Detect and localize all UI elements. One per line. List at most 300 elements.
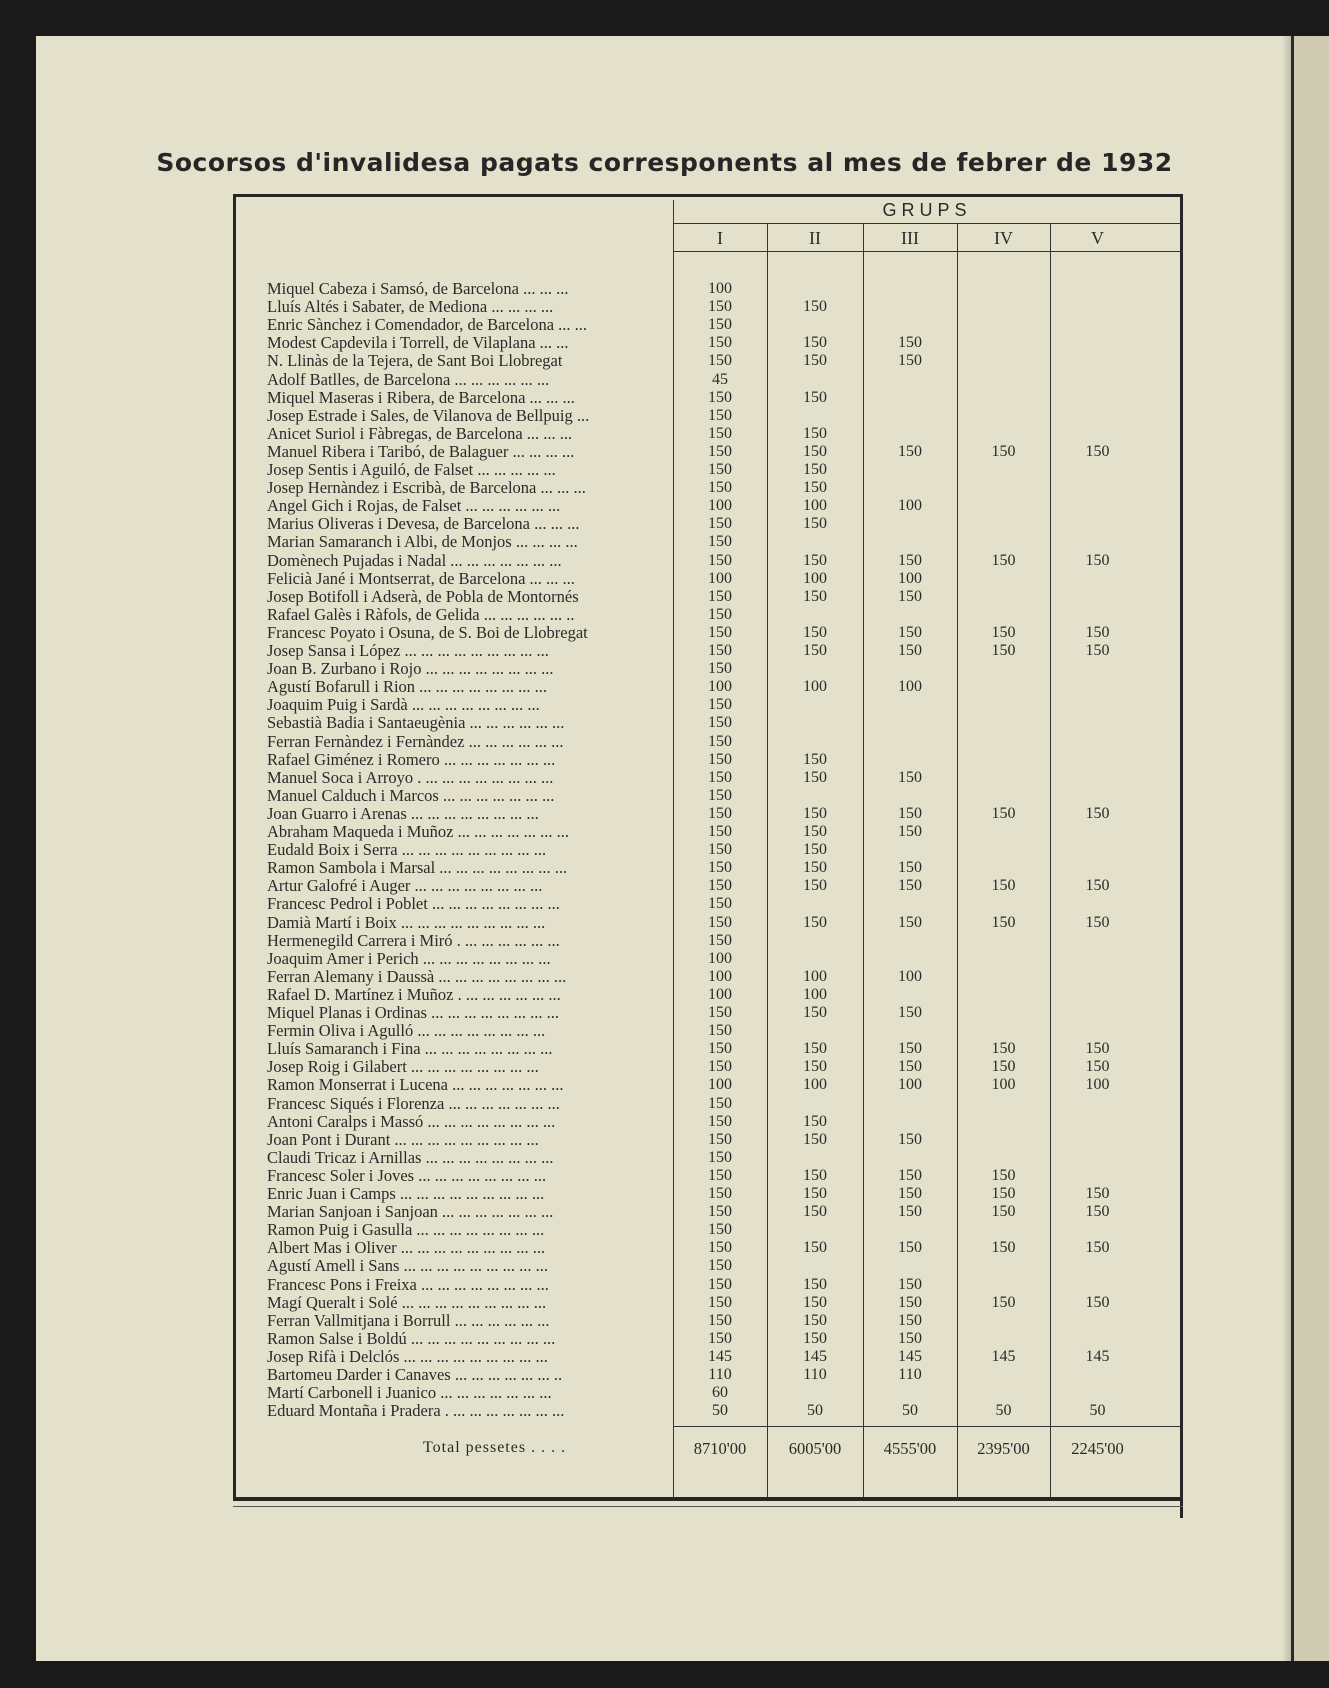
amount-cell: 45 — [712, 370, 728, 388]
amount-cell: 145 — [991, 1347, 1016, 1365]
person-name: Francesc Pons i Freixa ... ... ... ... ... ... ... ... — [267, 1275, 549, 1294]
amount-cell: 150 — [898, 804, 922, 822]
table-row — [233, 461, 1181, 479]
amount-cell: 150 — [708, 1130, 732, 1148]
table-row — [233, 678, 1181, 696]
person-name: Anicet Suriol i Fàbregas, de Barcelona ... ... ... — [267, 424, 573, 443]
amount-cell: 150 — [708, 750, 732, 768]
table-row — [233, 1366, 1181, 1384]
amount-cell: 100 — [803, 985, 827, 1003]
amount-cell: 100 — [708, 678, 732, 696]
amount-cell: 150 — [708, 1094, 732, 1112]
table-row — [233, 1257, 1181, 1275]
person-name: Eduard Montaña i Pradera . ... ... ... ... ... ... ... — [267, 1402, 565, 1421]
person-name: Joan Guarro i Arenas ... ... ... ... ... ... ... ... — [267, 804, 539, 823]
table-row — [233, 1076, 1181, 1094]
person-name: Damià Martí i Boix ... ... ... ... ... ... ... ... ... — [267, 913, 546, 932]
table-row — [233, 1131, 1181, 1149]
table-row — [233, 588, 1181, 606]
table-row — [233, 696, 1181, 714]
amount-cell: 150 — [708, 895, 732, 913]
person-name: Josep Roig i Gilabert ... ... ... ... ... ... ... ... — [267, 1058, 539, 1077]
amount-cell: 100 — [803, 569, 827, 587]
person-name: Sebastià Badia i Santaeugènia ... ... ... ... ... ... — [267, 714, 565, 733]
amount-cell: 150 — [803, 352, 827, 370]
amount-cell: 100 — [803, 1076, 827, 1094]
person-name: Josep Botifoll i Adserà, de Pobla de Montornés — [267, 587, 579, 606]
amount-cell: 150 — [803, 768, 827, 786]
amount-cell: 150 — [991, 1040, 1016, 1058]
amount-cell: 150 — [898, 623, 922, 641]
amount-cell: 150 — [898, 587, 922, 605]
amount-cell: 150 — [708, 804, 732, 822]
amount-cell: 150 — [803, 1185, 827, 1202]
amount-cell: 150 — [898, 1040, 922, 1058]
person-name: Lluís Samaranch i Fina ... ... ... ... ... ... ... ... — [267, 1040, 553, 1059]
amount-cell: 60 — [712, 1384, 728, 1402]
amount-cell: 150 — [803, 587, 827, 605]
person-name: Domènech Pujadas i Nadal ... ... ... ... ... ... ... — [267, 551, 562, 570]
table-row — [233, 606, 1181, 624]
amount-cell: 150 — [803, 515, 827, 533]
person-name: Marian Sanjoan i Sanjoan ... ... ... ... ... ... ... — [267, 1203, 554, 1222]
amount-cell: 150 — [708, 732, 732, 750]
person-name: Manuel Ribera i Taribó, de Balaguer ... ... ... ... — [267, 442, 575, 461]
amount-cell: 150 — [991, 804, 1016, 822]
amount-cell: 100 — [898, 678, 922, 696]
amount-cell: 150 — [803, 623, 827, 641]
amount-cell: 150 — [898, 823, 922, 840]
table-row — [233, 1239, 1181, 1257]
amount-cell: 150 — [803, 1203, 827, 1221]
amount-cell: 50 — [712, 1402, 728, 1420]
amount-cell: 150 — [708, 1040, 732, 1058]
column-header: V — [1091, 228, 1104, 248]
amount-cell: 150 — [1085, 442, 1110, 460]
amount-cell: 100 — [898, 967, 922, 985]
amount-cell: 150 — [708, 642, 732, 659]
person-name: Albert Mas i Oliver ... ... ... ... ... ... ... ... ... — [267, 1239, 546, 1258]
person-name: Ferran Fernàndez i Fernàndez ... ... ... ... ... ... — [267, 732, 564, 751]
table-row — [233, 787, 1181, 805]
amount-cell: 150 — [803, 1311, 827, 1329]
amount-cell: 150 — [708, 298, 732, 316]
amount-cell: 150 — [708, 1257, 732, 1275]
amount-cell: 100 — [898, 497, 922, 515]
person-name: Joaquim Amer i Perich ... ... ... ... ... ... ... ... — [267, 949, 551, 968]
amount-cell: 150 — [1085, 623, 1110, 641]
amount-cell: 150 — [708, 334, 732, 352]
amount-cell: 150 — [991, 642, 1016, 659]
amount-cell: 150 — [991, 551, 1016, 569]
table-row — [233, 805, 1181, 823]
total-value: 2245'00 — [1071, 1439, 1124, 1458]
person-name: Felicià Jané i Montserrat, de Barcelona ... ... ... — [267, 569, 575, 588]
amount-cell: 150 — [708, 479, 732, 497]
person-name: Modest Capdevila i Torrell, de Vilaplana ... ... — [267, 334, 569, 353]
amount-cell: 150 — [708, 696, 732, 714]
amount-cell: 150 — [803, 388, 827, 406]
amount-cell: 150 — [708, 913, 732, 931]
column-header: II — [809, 228, 821, 248]
table-row — [233, 1330, 1181, 1348]
amount-cell: 150 — [708, 1329, 732, 1347]
amount-cell: 150 — [1085, 1293, 1110, 1311]
table-row — [233, 1167, 1181, 1185]
amount-cell: 100 — [708, 1076, 732, 1094]
amount-cell: 150 — [708, 406, 732, 424]
person-name: Antoni Caralps i Massó ... ... ... ... ... ... ... ... — [267, 1112, 556, 1131]
table-row — [233, 950, 1181, 968]
person-name: Marian Samaranch i Albi, de Monjos ... ... ... ... — [267, 533, 578, 552]
amount-cell: 150 — [898, 1275, 922, 1293]
person-name: Josep Hernàndez i Escribà, de Barcelona ... ... ... — [267, 479, 586, 498]
amount-cell: 150 — [708, 660, 732, 678]
amount-cell: 150 — [991, 1166, 1016, 1184]
amount-cell: 150 — [898, 1293, 922, 1311]
person-name: Manuel Calduch i Marcos ... ... ... ... ... ... ... — [267, 786, 555, 805]
amount-cell: 150 — [1085, 1040, 1110, 1058]
table-row — [233, 841, 1181, 859]
table-row — [233, 1276, 1181, 1294]
person-name: Josep Sansa i López ... ... ... ... ... ... ... ... ... — [267, 642, 549, 660]
amount-cell: 150 — [1085, 1185, 1110, 1202]
amount-cell: 150 — [1085, 913, 1110, 931]
amount-cell: 150 — [708, 1004, 732, 1021]
amount-cell: 150 — [991, 1239, 1016, 1257]
amount-cell: 150 — [898, 442, 922, 460]
next-page-edge — [1291, 36, 1329, 1661]
amount-cell: 150 — [898, 1004, 922, 1021]
table-row — [233, 733, 1181, 751]
table-row — [233, 877, 1181, 895]
amount-cell: 150 — [708, 515, 732, 533]
table-row — [233, 443, 1181, 461]
total-rule — [673, 1426, 1181, 1427]
total-value: 8710'00 — [693, 1439, 747, 1458]
amount-cell: 150 — [898, 334, 922, 352]
column-header: IV — [994, 228, 1013, 248]
table-row — [233, 823, 1181, 841]
table-row — [233, 1221, 1181, 1239]
table-row — [233, 968, 1181, 986]
amount-cell: 150 — [803, 859, 827, 877]
amount-cell: 110 — [803, 1366, 827, 1383]
amount-cell: 150 — [803, 1130, 827, 1148]
amount-cell: 150 — [803, 424, 827, 442]
amount-cell: 150 — [803, 298, 827, 316]
amount-cell: 150 — [708, 859, 732, 877]
amount-cell: 150 — [991, 1058, 1016, 1076]
amount-cell: 100 — [803, 967, 827, 985]
person-name: Josep Sentis i Aguiló, de Falset ... ... ... ... ... — [267, 461, 556, 479]
amount-cell: 150 — [1085, 1239, 1110, 1257]
amount-cell: 145 — [803, 1347, 827, 1365]
amount-cell: 110 — [708, 1366, 732, 1383]
amount-cell: 100 — [708, 985, 732, 1003]
person-name: Martí Carbonell i Juanico ... ... ... ... ... ... ... — [267, 1384, 552, 1403]
amount-cell: 50 — [995, 1402, 1012, 1420]
person-name: Ramon Puig i Gasulla ... ... ... ... ... ... ... ... — [267, 1221, 545, 1240]
amount-cell: 150 — [991, 442, 1016, 460]
table-row — [233, 1384, 1181, 1402]
amount-cell: 150 — [803, 1329, 827, 1347]
amount-cell: 150 — [803, 750, 827, 768]
amount-cell: 150 — [708, 1166, 732, 1184]
amount-cell: 100 — [708, 569, 732, 587]
person-name: N. Llinàs de la Tejera, de Sant Boi Llobregat — [267, 352, 563, 371]
person-name: Agustí Bofarull i Rion ... ... ... ... ... ... ... ... — [267, 678, 548, 697]
amount-cell: 150 — [1085, 877, 1110, 895]
table-row — [233, 895, 1181, 913]
table-top-rule — [233, 194, 1183, 197]
amount-cell: 150 — [1085, 551, 1110, 569]
amount-cell: 150 — [898, 913, 922, 931]
table-row — [233, 986, 1181, 1004]
amount-cell: 150 — [708, 316, 732, 334]
amount-cell: 150 — [708, 551, 732, 569]
amount-cell: 100 — [708, 967, 732, 985]
table-row — [233, 316, 1181, 334]
amount-cell: 150 — [708, 786, 732, 804]
person-name: Ramon Salse i Boldú ... ... ... ... ... ... ... ... ... — [267, 1329, 556, 1348]
amount-cell: 145 — [708, 1347, 732, 1365]
person-name: Joan B. Zurbano i Rojo ... ... ... ... ... ... ... ... — [267, 660, 554, 679]
amount-cell: 150 — [803, 479, 827, 497]
amount-cell: 150 — [803, 841, 827, 859]
amount-cell: 150 — [708, 605, 732, 623]
amount-cell: 150 — [803, 442, 827, 460]
amount-cell: 150 — [803, 913, 827, 931]
amount-cell: 150 — [803, 1040, 827, 1058]
amount-cell: 150 — [1085, 1058, 1110, 1076]
amount-cell: 150 — [708, 1112, 732, 1130]
amount-cell: 100 — [708, 497, 732, 515]
person-name: Rafael D. Martínez i Muñoz . ... ... ... ... ... ... — [267, 985, 561, 1004]
amount-cell: 150 — [991, 1293, 1016, 1311]
table-row — [233, 1058, 1181, 1076]
amount-cell: 150 — [708, 1221, 732, 1239]
person-name: Artur Galofré i Auger ... ... ... ... ... ... ... ... — [267, 877, 543, 896]
amount-cell: 100 — [1085, 1076, 1110, 1094]
payments-table — [233, 194, 1183, 1504]
person-name: Eudald Boix i Serra ... ... ... ... ... ... ... ... ... — [267, 841, 547, 860]
amount-cell: 150 — [898, 1203, 922, 1221]
person-name: Agustí Amell i Sans ... ... ... ... ... ... ... ... ... — [267, 1257, 548, 1276]
amount-cell: 150 — [898, 768, 922, 786]
table-row — [233, 1348, 1181, 1366]
person-name: Francesc Pedrol i Poblet ... ... ... ... ... ... ... ... — [267, 895, 560, 914]
table-row — [233, 1004, 1181, 1022]
amount-cell: 150 — [803, 804, 827, 822]
table-row — [233, 533, 1181, 551]
amount-cell: 150 — [708, 623, 732, 641]
amount-cell: 150 — [898, 642, 922, 659]
person-name: Josep Estrade i Sales, de Vilanova de Bellpuig ... — [267, 406, 590, 425]
person-name: Francesc Poyato i Osuna, de S. Boi de Llobregat — [267, 623, 588, 642]
amount-cell: 150 — [898, 1058, 922, 1076]
person-name: Joan Pont i Durant ... ... ... ... ... ... ... ... ... — [267, 1130, 539, 1149]
table-row — [233, 497, 1181, 515]
column-header: III — [901, 228, 919, 248]
amount-cell: 150 — [898, 1329, 922, 1347]
table-row — [233, 371, 1181, 389]
table-row — [233, 642, 1181, 660]
amount-cell: 150 — [898, 877, 922, 895]
table-row — [233, 1294, 1181, 1312]
person-name: Abraham Maqueda i Muñoz ... ... ... ... ... ... ... — [267, 823, 569, 841]
amount-cell: 150 — [1085, 804, 1110, 822]
amount-cell: 150 — [898, 859, 922, 877]
amount-cell: 150 — [991, 913, 1016, 931]
amount-cell: 145 — [1085, 1347, 1110, 1365]
amount-cell: 110 — [898, 1366, 922, 1383]
person-name: Ramon Monserrat i Lucena ... ... ... ... ... ... ... — [267, 1076, 564, 1095]
person-name: Francesc Soler i Joves ... ... ... ... ... ... ... ... — [267, 1166, 547, 1185]
amount-cell: 150 — [898, 551, 922, 569]
table-row — [233, 515, 1181, 533]
amount-cell: 150 — [803, 877, 827, 895]
amount-cell: 100 — [898, 1076, 922, 1094]
amount-cell: 150 — [708, 1203, 732, 1221]
person-name: Ferran Vallmitjana i Borrull ... ... ... ... ... ... — [267, 1311, 550, 1330]
table-row — [233, 479, 1181, 497]
amount-cell: 150 — [708, 1293, 732, 1311]
table-row — [233, 570, 1181, 588]
total-value: 2395'00 — [977, 1439, 1030, 1458]
table-row — [233, 769, 1181, 787]
table-bottom-rule-thin — [233, 1506, 1183, 1507]
amount-cell: 150 — [803, 1004, 827, 1021]
amount-cell: 100 — [991, 1076, 1016, 1094]
amount-cell: 150 — [708, 388, 732, 406]
table-row — [233, 298, 1181, 316]
amount-cell: 150 — [803, 1239, 827, 1257]
total-value: 6005'00 — [788, 1439, 842, 1458]
person-name: Enric Sànchez i Comendador, de Barcelona ... ... — [267, 316, 588, 335]
page-title: Socorsos d'invalidesa pagats corresponents al mes de febrer de 1932 — [156, 148, 1173, 177]
table-row — [233, 552, 1181, 570]
column-header-rule — [673, 251, 1181, 252]
amount-cell: 150 — [708, 1185, 732, 1202]
person-name: Manuel Soca i Arroyo . ... ... ... ... ... ... ... ... — [267, 768, 554, 787]
amount-cell: 150 — [991, 877, 1016, 895]
table-row — [233, 407, 1181, 425]
person-name: Magí Queralt i Solé ... ... ... ... ... ... ... ... ... — [267, 1293, 547, 1312]
amount-cell: 50 — [902, 1402, 918, 1420]
person-name: Adolf Batlles, de Barcelona ... ... ... ... ... ... — [267, 370, 550, 389]
amount-cell: 150 — [708, 768, 732, 786]
total-label: Total pessetes . . . . — [423, 1439, 567, 1456]
table-row — [233, 425, 1181, 443]
person-name: Rafael Giménez i Romero ... ... ... ... ... ... ... — [267, 750, 556, 769]
amount-cell: 150 — [1085, 1203, 1110, 1221]
person-name: Hermenegild Carrera i Miró . ... ... ... ... ... ... — [267, 931, 560, 950]
amount-cell: 150 — [708, 442, 732, 460]
person-name: Enric Juan i Camps ... ... ... ... ... ... ... ... ... — [267, 1185, 545, 1203]
person-name: Claudi Tricaz i Arnillas ... ... ... ... ... ... ... ... — [267, 1148, 554, 1167]
amount-cell: 150 — [708, 461, 732, 478]
table-row — [233, 1095, 1181, 1113]
amount-cell: 150 — [708, 931, 732, 949]
table-row — [233, 624, 1181, 642]
amount-cell: 150 — [708, 1311, 732, 1329]
amount-cell: 150 — [708, 1058, 732, 1076]
person-name: Angel Gich i Rojas, de Falset ... ... ... ... ... ... — [267, 497, 561, 516]
table-row — [233, 914, 1181, 932]
person-name: Josep Rifà i Delclós ... ... ... ... ... ... ... ... ... — [267, 1347, 548, 1366]
table-row — [233, 1402, 1181, 1420]
amount-cell: 150 — [898, 1166, 922, 1184]
table-row — [233, 352, 1181, 370]
table-row — [233, 1149, 1181, 1167]
amount-cell: 150 — [708, 877, 732, 895]
group-header: GRUPS — [882, 200, 972, 220]
person-name: Bartomeu Darder i Canaves ... ... ... ... ... ... .. — [267, 1366, 563, 1384]
amount-cell: 150 — [708, 841, 732, 859]
amount-cell: 100 — [708, 949, 732, 967]
group-header-rule — [673, 223, 1181, 224]
table-row — [233, 280, 1181, 298]
table-row — [233, 1312, 1181, 1330]
amount-cell: 150 — [803, 1275, 827, 1293]
amount-cell: 150 — [991, 623, 1016, 641]
amount-cell: 150 — [708, 587, 732, 605]
table-row — [233, 859, 1181, 877]
amount-cell: 150 — [991, 1185, 1016, 1202]
amount-cell: 100 — [803, 678, 827, 696]
table-row — [233, 389, 1181, 407]
table-row — [233, 1040, 1181, 1058]
person-name: Miquel Planas i Ordinas ... ... ... ... ... ... ... ... — [267, 1004, 559, 1022]
amount-cell: 150 — [803, 461, 827, 478]
amount-cell: 150 — [898, 1239, 922, 1257]
table-row — [233, 714, 1181, 732]
table-row — [233, 1203, 1181, 1221]
amount-cell: 150 — [708, 1148, 732, 1166]
table-row — [233, 1022, 1181, 1040]
person-name: Ramon Sambola i Marsal ... ... ... ... ... ... ... ... — [267, 859, 568, 878]
amount-cell: 150 — [803, 1293, 827, 1311]
amount-cell: 150 — [803, 1166, 827, 1184]
total-value: 4555'00 — [883, 1439, 937, 1458]
person-name: Rafael Galès i Ràfols, de Gelida ... ... ... ... ... .. — [267, 605, 575, 624]
person-name: Lluís Altés i Sabater, de Mediona ... ... ... ... — [267, 298, 554, 317]
amount-cell: 150 — [708, 823, 732, 840]
amount-cell: 150 — [803, 334, 827, 352]
amount-cell: 150 — [803, 642, 827, 659]
amount-cell: 150 — [708, 424, 732, 442]
amount-cell: 150 — [803, 1112, 827, 1130]
table-row — [233, 1113, 1181, 1131]
amount-cell: 150 — [708, 352, 732, 370]
table-row — [233, 932, 1181, 950]
amount-cell: 150 — [708, 1239, 732, 1257]
amount-cell: 50 — [807, 1402, 823, 1420]
amount-cell: 150 — [708, 533, 732, 551]
amount-cell: 150 — [898, 1311, 922, 1329]
table-row — [233, 751, 1181, 769]
column-header: I — [717, 228, 723, 248]
amount-cell: 150 — [803, 551, 827, 569]
person-name: Francesc Siqués i Florenza ... ... ... ... ... ... ... — [267, 1094, 560, 1113]
person-name: Ferran Alemany i Daussà ... ... ... ... ... ... ... ... — [267, 967, 567, 986]
person-name: Fermin Oliva i Agulló ... ... ... ... ... ... ... ... — [267, 1022, 546, 1041]
amount-cell: 150 — [803, 823, 827, 840]
amount-cell: 50 — [1089, 1402, 1106, 1420]
table-row — [233, 660, 1181, 678]
person-name: Joaquim Puig i Sardà ... ... ... ... ... ... ... ... — [267, 696, 540, 715]
